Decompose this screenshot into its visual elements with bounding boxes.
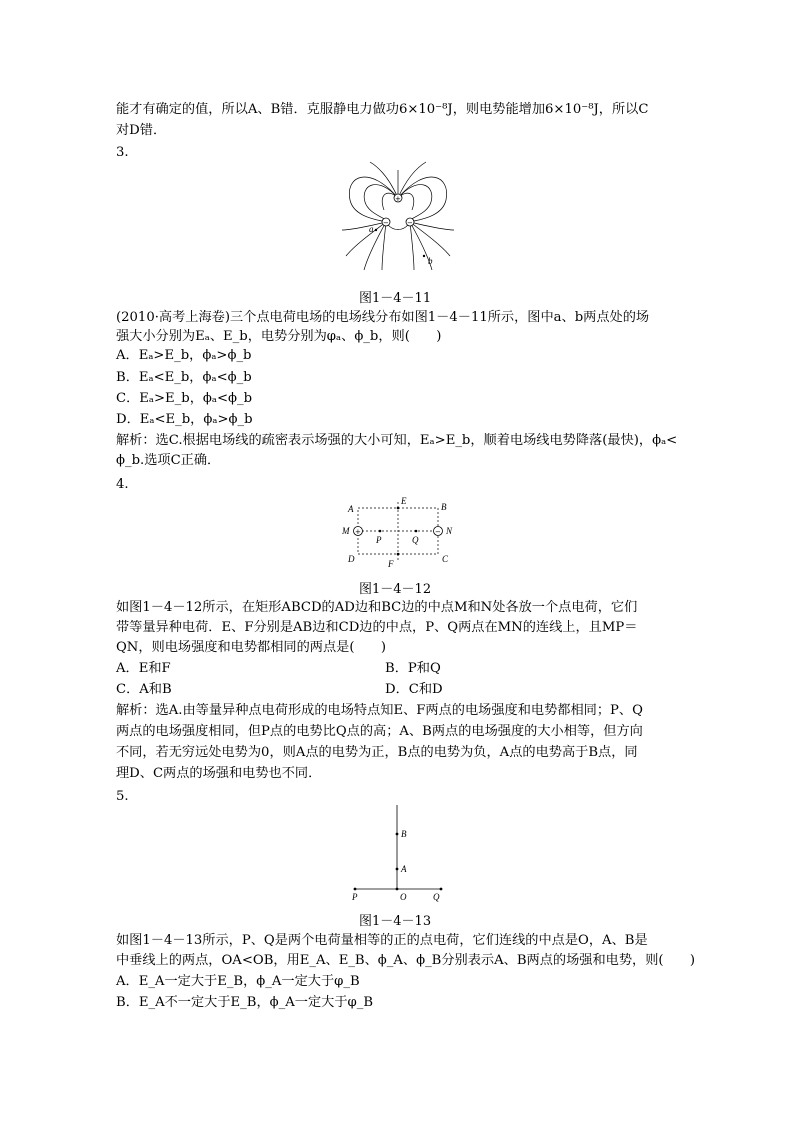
- svg-text:−: −: [383, 219, 389, 227]
- point-label-P: P: [352, 892, 358, 902]
- point-label-N: N: [446, 526, 453, 536]
- point-label-b: b: [428, 256, 433, 266]
- figure-caption: 图1－4－11: [359, 291, 432, 306]
- point-label-a: a: [369, 224, 374, 234]
- figure-caption: 图1－4－12: [359, 582, 432, 597]
- point-label-A: A: [401, 864, 407, 874]
- point-label-E: E: [401, 496, 407, 506]
- question-number: 5.: [116, 789, 129, 804]
- option-b: B．E_A不一定大于E_B，ϕ_A一定大于φ_B: [116, 995, 374, 1010]
- point-label-Q: Q: [433, 892, 440, 902]
- answer-text: 不同，若无穷远处电势为0，则A点的电势为正，B点的电势为负，A点的电势高于B点，同: [116, 745, 638, 760]
- point-label-F: F: [388, 559, 394, 569]
- option-b: B．Eₐ<E_b，ϕₐ<ϕ_b: [116, 370, 252, 385]
- point-label-B: B: [401, 829, 407, 839]
- question-number: 4.: [116, 477, 129, 492]
- answer-text: 解析：选C.根据电场线的疏密表示场强的大小可知，Eₐ>E_b，顺着电场线电势降落(最快)，ϕₐ<: [116, 433, 678, 448]
- svg-text:+: +: [395, 195, 401, 203]
- point-label-C: C: [442, 554, 449, 564]
- question-number: 3.: [116, 145, 129, 160]
- point-label-M: M: [342, 526, 350, 536]
- text-line: 对D错．: [116, 123, 167, 138]
- field-line-figure-1-4-11: [340, 160, 456, 272]
- option-c: C．Eₐ>E_b，ϕₐ<ϕ_b: [116, 391, 253, 406]
- option-a: A．E_A一定大于E_B，ϕ_A一定大于φ_B: [116, 974, 360, 989]
- point-label-A: A: [348, 504, 354, 514]
- rectangle-figure-1-4-12: [340, 494, 456, 572]
- option-c: C．A和B: [116, 682, 172, 697]
- question-stem: 强大小分别为Eₐ、E_b，电势分别为φₐ、ϕ_b，则( ): [116, 329, 442, 344]
- text-line: 能才有确定的值，所以A、B错．克服静电力做功6×10⁻⁸J，则电势能增加6×10⁻⁸J，所以C: [116, 102, 649, 117]
- question-stem: 带等量异种电荷．E、F分别是AB边和CD边的中点，P、Q两点在MN的连线上，且MP＝: [116, 620, 638, 635]
- svg-text:−: −: [407, 219, 413, 227]
- figure-caption: 图1－4－13: [359, 914, 432, 929]
- question-stem: 如图1－4－12所示，在矩形ABCD的AD边和BC边的中点M和N处各放一个点电荷，它们: [116, 600, 638, 615]
- question-stem: QN，则电场强度和电势都相同的两点是( ): [116, 640, 387, 655]
- option-d: D．Eₐ<E_b，ϕₐ>ϕ_b: [116, 412, 253, 427]
- point-label-O: O: [400, 892, 407, 902]
- option-a: A．Eₐ>E_b，ϕₐ>ϕ_b: [116, 348, 252, 363]
- answer-text: 解析：选A.由等量异种点电荷形成的电场特点知E、F两点的电场强度和电势都相同；P、Q: [116, 703, 643, 718]
- point-label-B: B: [441, 502, 447, 512]
- question-stem: 如图1－4－13所示，P、Q是两个电荷量相等的正的点电荷，它们连线的中点是O，A、B是: [116, 933, 648, 948]
- option-d: D．C和D: [385, 682, 443, 697]
- option-b: B．P和Q: [385, 661, 441, 676]
- point-label-D: D: [348, 554, 355, 564]
- point-label-P: P: [376, 535, 382, 545]
- answer-text: 理D、C两点的场强和电势也不同．: [116, 766, 322, 781]
- question-stem: (2010·高考上海卷)三个点电荷电场的电场线分布如图1－4－11所示，图中a、b两点处的场: [116, 310, 650, 325]
- svg-text:+: +: [355, 528, 361, 536]
- question-stem: 中垂线上的两点，OA<OB，用E_A、E_B、ϕ_A、ϕ_B分别表示A、B两点的场强和电势，则( ): [116, 953, 696, 968]
- answer-text: ϕ_b.选项C正确．: [116, 453, 221, 468]
- svg-text:−: −: [435, 528, 441, 536]
- answer-text: 两点的电场强度相同，但P点的电势比Q点的高；A、B两点的电场强度的大小相等，但方向: [116, 724, 643, 739]
- perpendicular-figure-1-4-13: [345, 803, 451, 909]
- point-label-Q: Q: [412, 535, 419, 545]
- option-a: A．E和F: [116, 661, 171, 676]
